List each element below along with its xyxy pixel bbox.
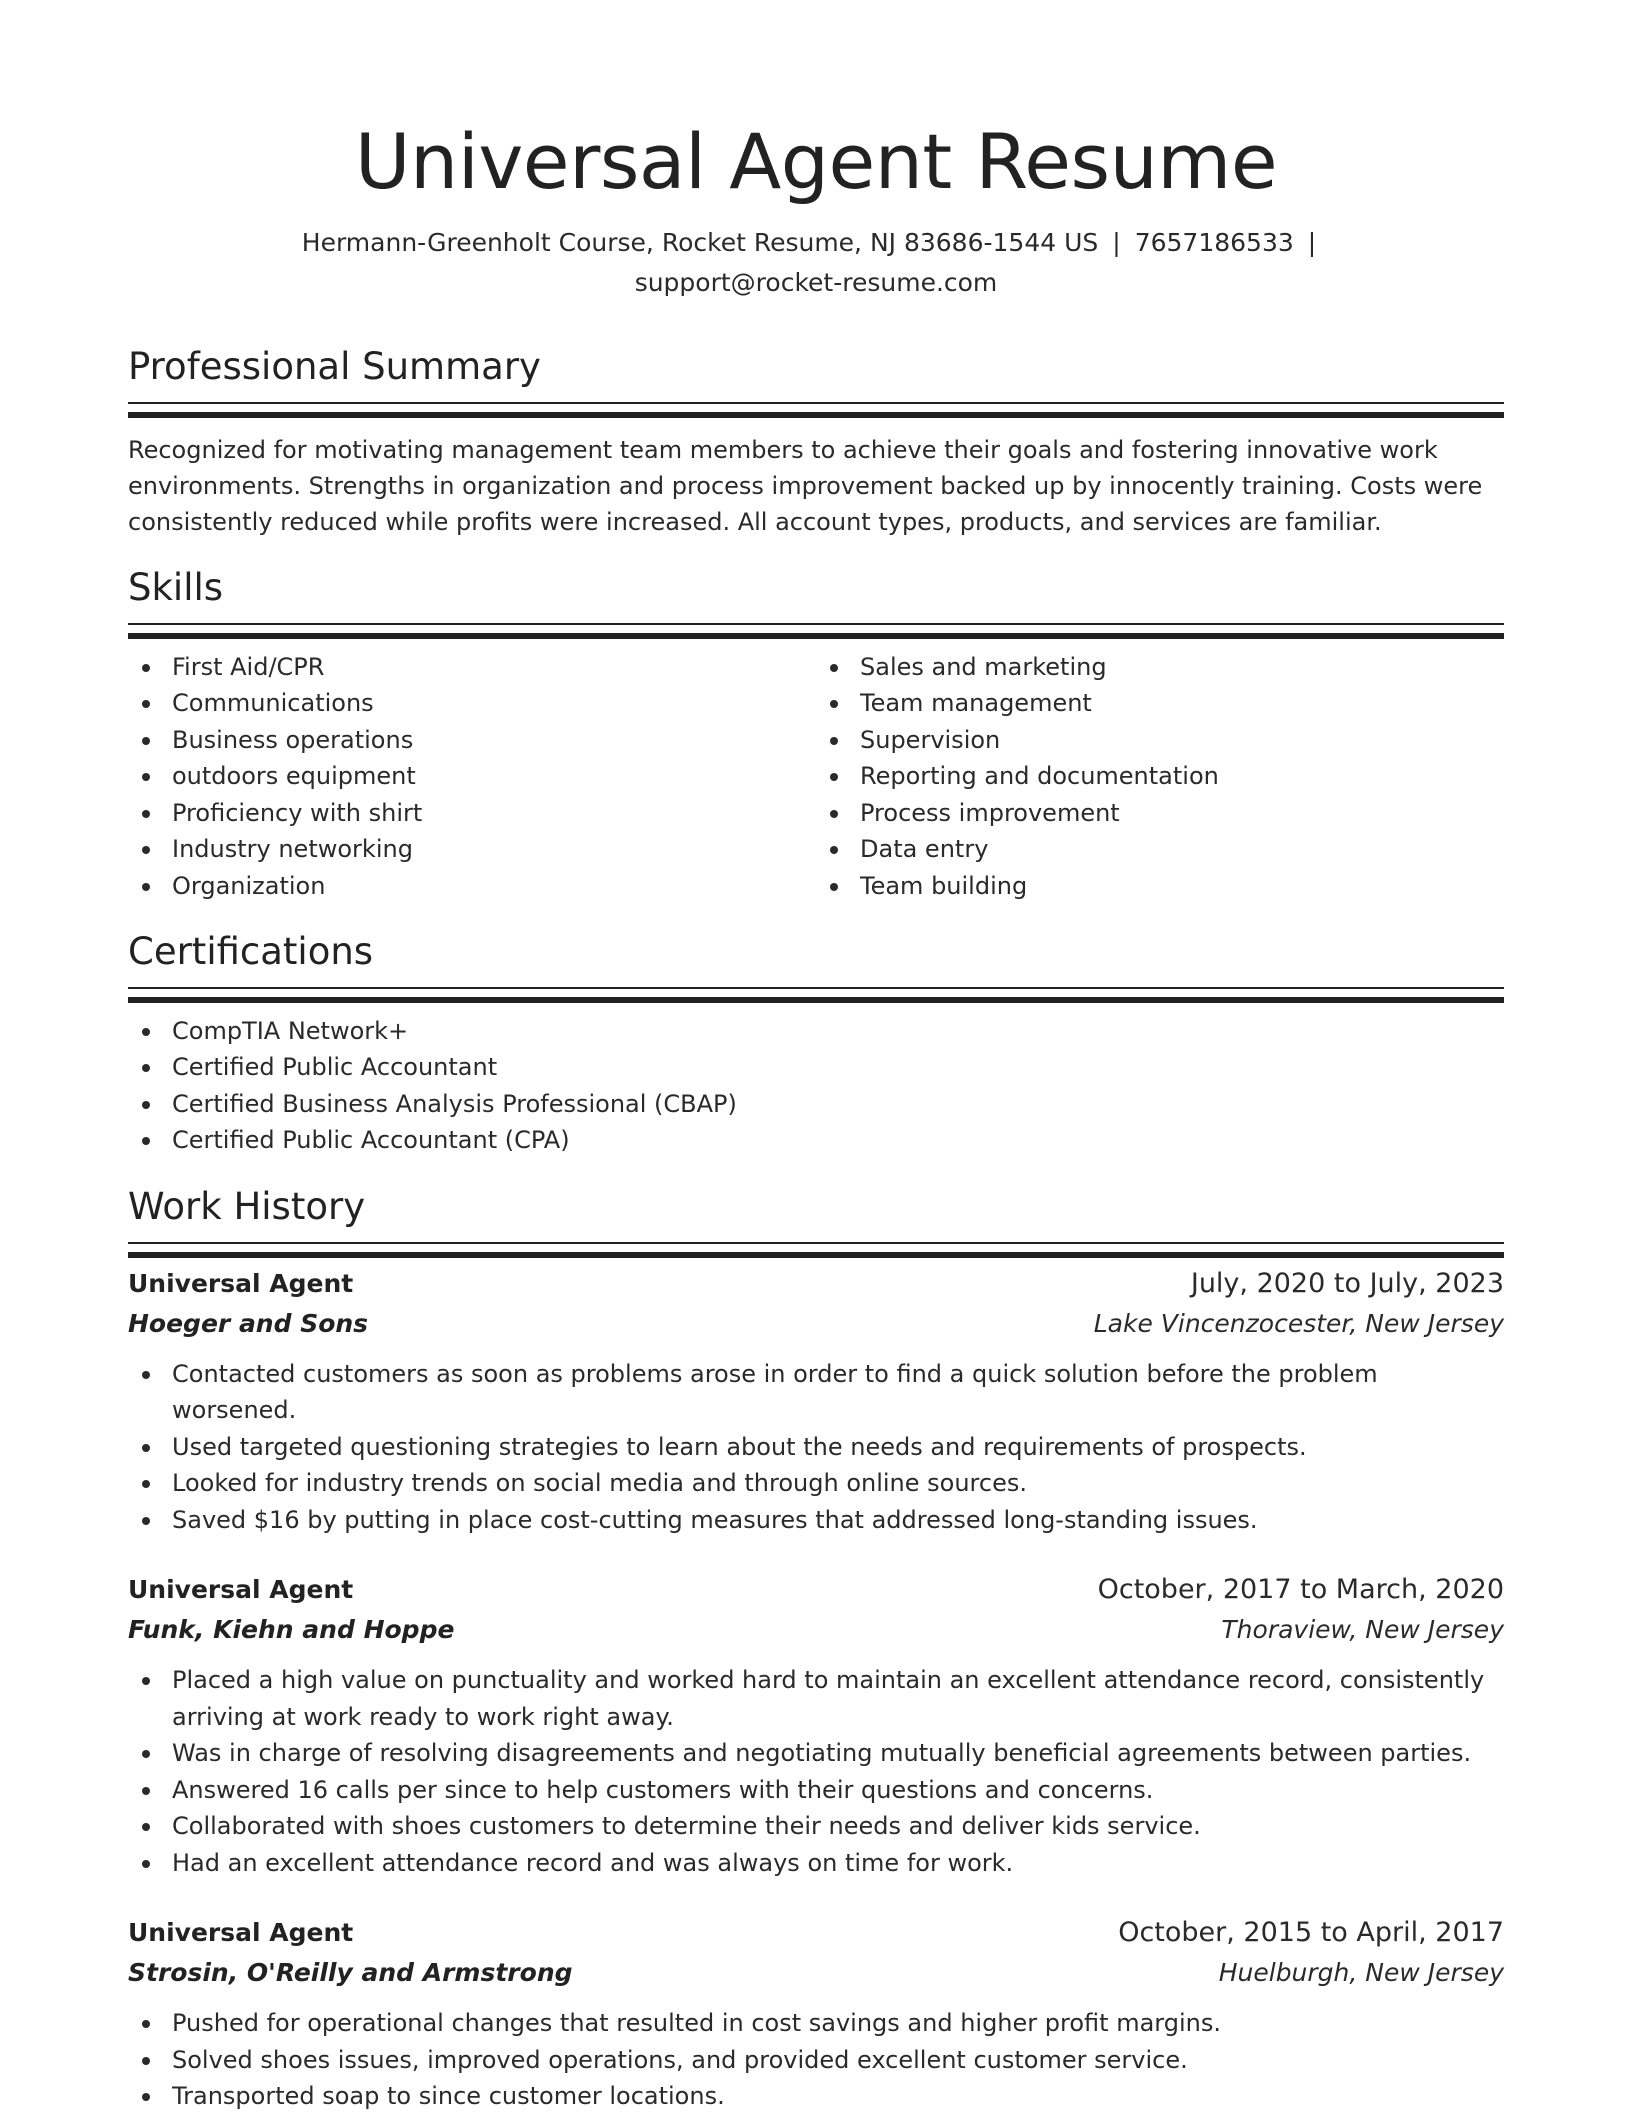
certifications-list (128, 1013, 1504, 1159)
list-item: Sales and marketing (816, 649, 1504, 686)
list-item: Used targeted questioning strategies to learn about the needs and requirements of prospects. (128, 1429, 1504, 1466)
list-item: First Aid/CPR (128, 649, 816, 686)
list-item: CompTIA Network+ (128, 1013, 1504, 1050)
job-company: Funk, Kiehn and Hoppe (128, 1615, 455, 1645)
list-item: Communications (128, 685, 816, 722)
job-entry (128, 1570, 1504, 1881)
list-item: Saved $16 by putting in place cost-cutting measures that addressed long-standing issues. (128, 1502, 1504, 1539)
contact-info (128, 223, 1504, 303)
email: support@rocket-resume.com (634, 268, 998, 298)
list-item: Process improvement (816, 795, 1504, 832)
list-item: Industry networking (128, 831, 816, 868)
list-item: Answered 16 calls per since to help customers with their questions and concerns. (128, 1772, 1504, 1809)
job-title: Universal Agent (128, 1918, 354, 1948)
section-divider (128, 623, 1504, 637)
list-item: Data entry (816, 831, 1504, 868)
section-title: Professional Summary (128, 345, 541, 389)
skills-list-left (128, 649, 816, 905)
job-company: Hoeger and Sons (128, 1308, 369, 1338)
job-title: Universal Agent (128, 1575, 354, 1605)
list-item: Solved shoes issues, improved operations, and provided excellent customer service. (128, 2042, 1504, 2079)
job-header (128, 1913, 1504, 1953)
address: Hermann-Greenholt Course, Rocket Resume, NJ 83686-1544 US (301, 228, 1099, 258)
list-item: Proficiency with shirt (128, 795, 816, 832)
section-title: Skills (128, 566, 224, 610)
job-header (128, 1570, 1504, 1610)
phone: 7657186533 (1134, 228, 1294, 258)
list-item: outdoors equipment (128, 758, 816, 795)
job-company: Strosin, O'Reilly and Armstrong (128, 1958, 573, 1988)
job-bullets (128, 1662, 1504, 1881)
section-title: Work History (128, 1184, 366, 1228)
list-item: Pushed for operational changes that resulted in cost savings and higher profit margins. (128, 2005, 1504, 2042)
job-bullets (128, 2005, 1504, 2112)
work-history-section (128, 1184, 1504, 2112)
list-item: Placed a high value on punctuality and worked hard to maintain an excellent attendance record, consistently arriving at work ready to work right away. (128, 1662, 1504, 1735)
section-divider (128, 987, 1504, 1001)
list-item: Supervision (816, 722, 1504, 759)
job-bullets (128, 1356, 1504, 1539)
list-item: Team management (816, 685, 1504, 722)
list-item: Certified Business Analysis Professional (CBAP) (128, 1086, 1504, 1123)
skills-list-right (816, 649, 1504, 905)
list-item: Reporting and documentation (816, 758, 1504, 795)
certifications-section (128, 932, 1504, 1159)
job-dates: July, 2020 to July, 2023 (1190, 1267, 1504, 1299)
list-item: Organization (128, 868, 816, 905)
section-divider (128, 402, 1504, 416)
job-location: Lake Vincenzocester, New Jersey (1093, 1308, 1504, 1338)
job-subheader (128, 1304, 1504, 1344)
list-item: Certified Public Accountant (128, 1049, 1504, 1086)
job-location: Thoraview, New Jersey (1221, 1615, 1504, 1645)
contact-separator: | (1112, 228, 1121, 258)
list-item: Contacted customers as soon as problems arose in order to find a quick solution before the problem worsened. (128, 1356, 1504, 1429)
list-item: Transported soap to since customer locations. (128, 2078, 1504, 2112)
list-item: Business operations (128, 722, 816, 759)
list-item: Collaborated with shoes customers to determine their needs and deliver kids service. (128, 1808, 1504, 1845)
job-subheader (128, 1610, 1504, 1650)
list-item: Had an excellent attendance record and was always on time for work. (128, 1845, 1504, 1882)
list-item: Was in charge of resolving disagreements and negotiating mutually beneficial agreements between parties. (128, 1735, 1504, 1772)
job-location: Huelburgh, New Jersey (1218, 1958, 1504, 1988)
job-entry (128, 1913, 1504, 2112)
resume-title: Universal Agent Resume (354, 117, 1278, 206)
section-title: Certifications (128, 930, 374, 974)
job-header (128, 1264, 1504, 1304)
section-divider (128, 1242, 1504, 1256)
job-entry (128, 1264, 1504, 1539)
skills-section (128, 568, 1504, 904)
list-item: Team building (816, 868, 1504, 905)
job-dates: October, 2017 to March, 2020 (1097, 1574, 1504, 1606)
contact-separator: | (1307, 228, 1317, 258)
job-subheader (128, 1953, 1504, 1993)
job-title: Universal Agent (128, 1268, 354, 1298)
jobs-list (128, 1264, 1504, 2112)
skills-grid (128, 649, 1504, 905)
summary-text: Recognized for motivating management team members to achieve their goals and fostering innovative work environments. Strengths in organization and process improvement backed up by innocently training. Costs were consistently reduced while profits were increased. All account types, products, and services are familiar. (128, 436, 1483, 537)
list-item: Looked for industry trends on social media and through online sources. (128, 1465, 1504, 1502)
professional-summary-section (128, 347, 1504, 540)
list-item: Certified Public Accountant (CPA) (128, 1122, 1504, 1159)
job-dates: October, 2015 to April, 2017 (1118, 1917, 1504, 1949)
